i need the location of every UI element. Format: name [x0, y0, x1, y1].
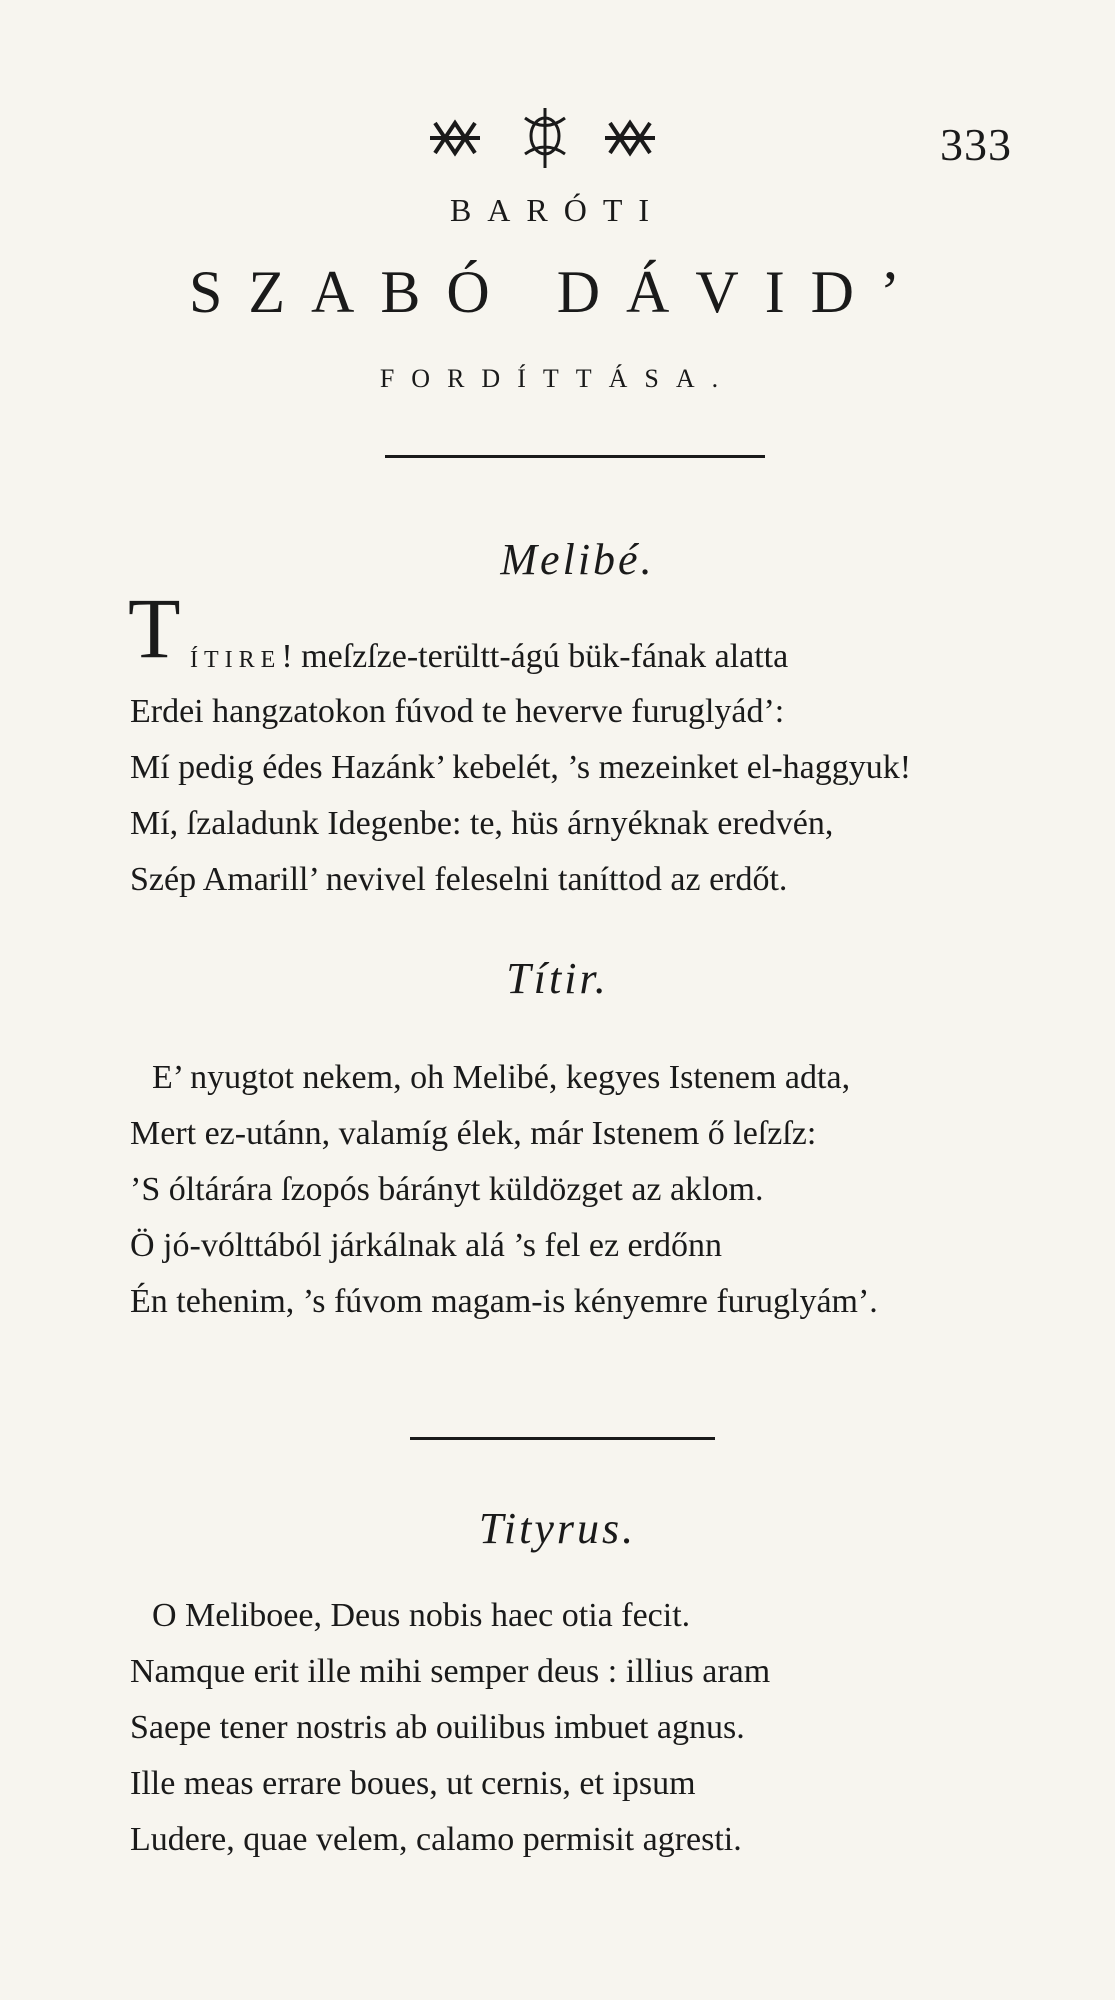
fleuron-center-icon — [525, 108, 565, 168]
tityrus-verse — [130, 1588, 770, 1868]
verse-line: Mert ez-utánn, valamíg élek, már Istenem ő leſzſz: — [130, 1115, 817, 1152]
fleuron-right-icon — [605, 123, 655, 153]
top-divider — [385, 455, 765, 458]
titir-verse — [130, 1050, 878, 1330]
speaker-tityrus: Tityrus. — [478, 1504, 637, 1553]
verse-line: E’ nyugtot nekem, oh Melibé, kegyes Istenem adta, — [152, 1059, 851, 1096]
verse-line: Mí pedig édes Hazánk’ kebelét, ’s mezeinket el-haggyuk! — [130, 749, 912, 786]
verse-line: Namque erit ille mihi semper deus : illius aram — [130, 1653, 771, 1690]
verse-line: Ludere, quae velem, calamo permisit agresti. — [130, 1821, 742, 1858]
first-line-rest: ! meſzſze-terültt-ágú bük-fának alatta — [281, 638, 789, 675]
ornament-row — [430, 108, 700, 168]
drop-cap: T — [128, 580, 181, 676]
verse-line: Saepe tener nostris ab ouilibus imbuet agnus. — [130, 1709, 745, 1746]
speaker-titir: Títir. — [506, 954, 609, 1003]
author-first-name: BARÓTI — [449, 192, 666, 228]
author-name: SZABÓ DÁVID’ — [189, 259, 926, 325]
first-line-smallcaps: ÍTIRE — [190, 647, 282, 673]
middle-divider — [410, 1437, 715, 1440]
first-verse-line — [190, 638, 788, 676]
verse-line: Mí, ſzaladunk Idegenbe: te, hüs árnyéknak eredvén, — [130, 805, 834, 842]
translation-subtitle: FORDÍTTÁSA. — [379, 364, 736, 393]
speaker-melibe: Melibé. — [500, 535, 655, 584]
verse-line: Én tehenim, ’s fúvom magam-is kényemre furuglyám’. — [130, 1283, 878, 1320]
verse-line: Szép Amarill’ nevivel feleselni taníttod az erdőt. — [130, 861, 788, 898]
verse-line: ’S óltárára ſzopós bárányt küldözget az aklom. — [130, 1171, 764, 1208]
verse-line: Ö jó-vólttából járkálnak alá ’s fel ez erdőnn — [130, 1227, 722, 1264]
page-number: 333 — [940, 119, 1012, 170]
verse-line: Erdei hangzatokon fúvod te heverve furuglyád’: — [130, 693, 785, 730]
verse-line: Ille meas errare boues, ut cernis, et ipsum — [130, 1765, 696, 1802]
verse-line: O Meliboee, Deus nobis haec otia fecit. — [152, 1597, 691, 1634]
melibe-verse — [130, 684, 911, 908]
fleuron-left-icon — [430, 123, 480, 153]
